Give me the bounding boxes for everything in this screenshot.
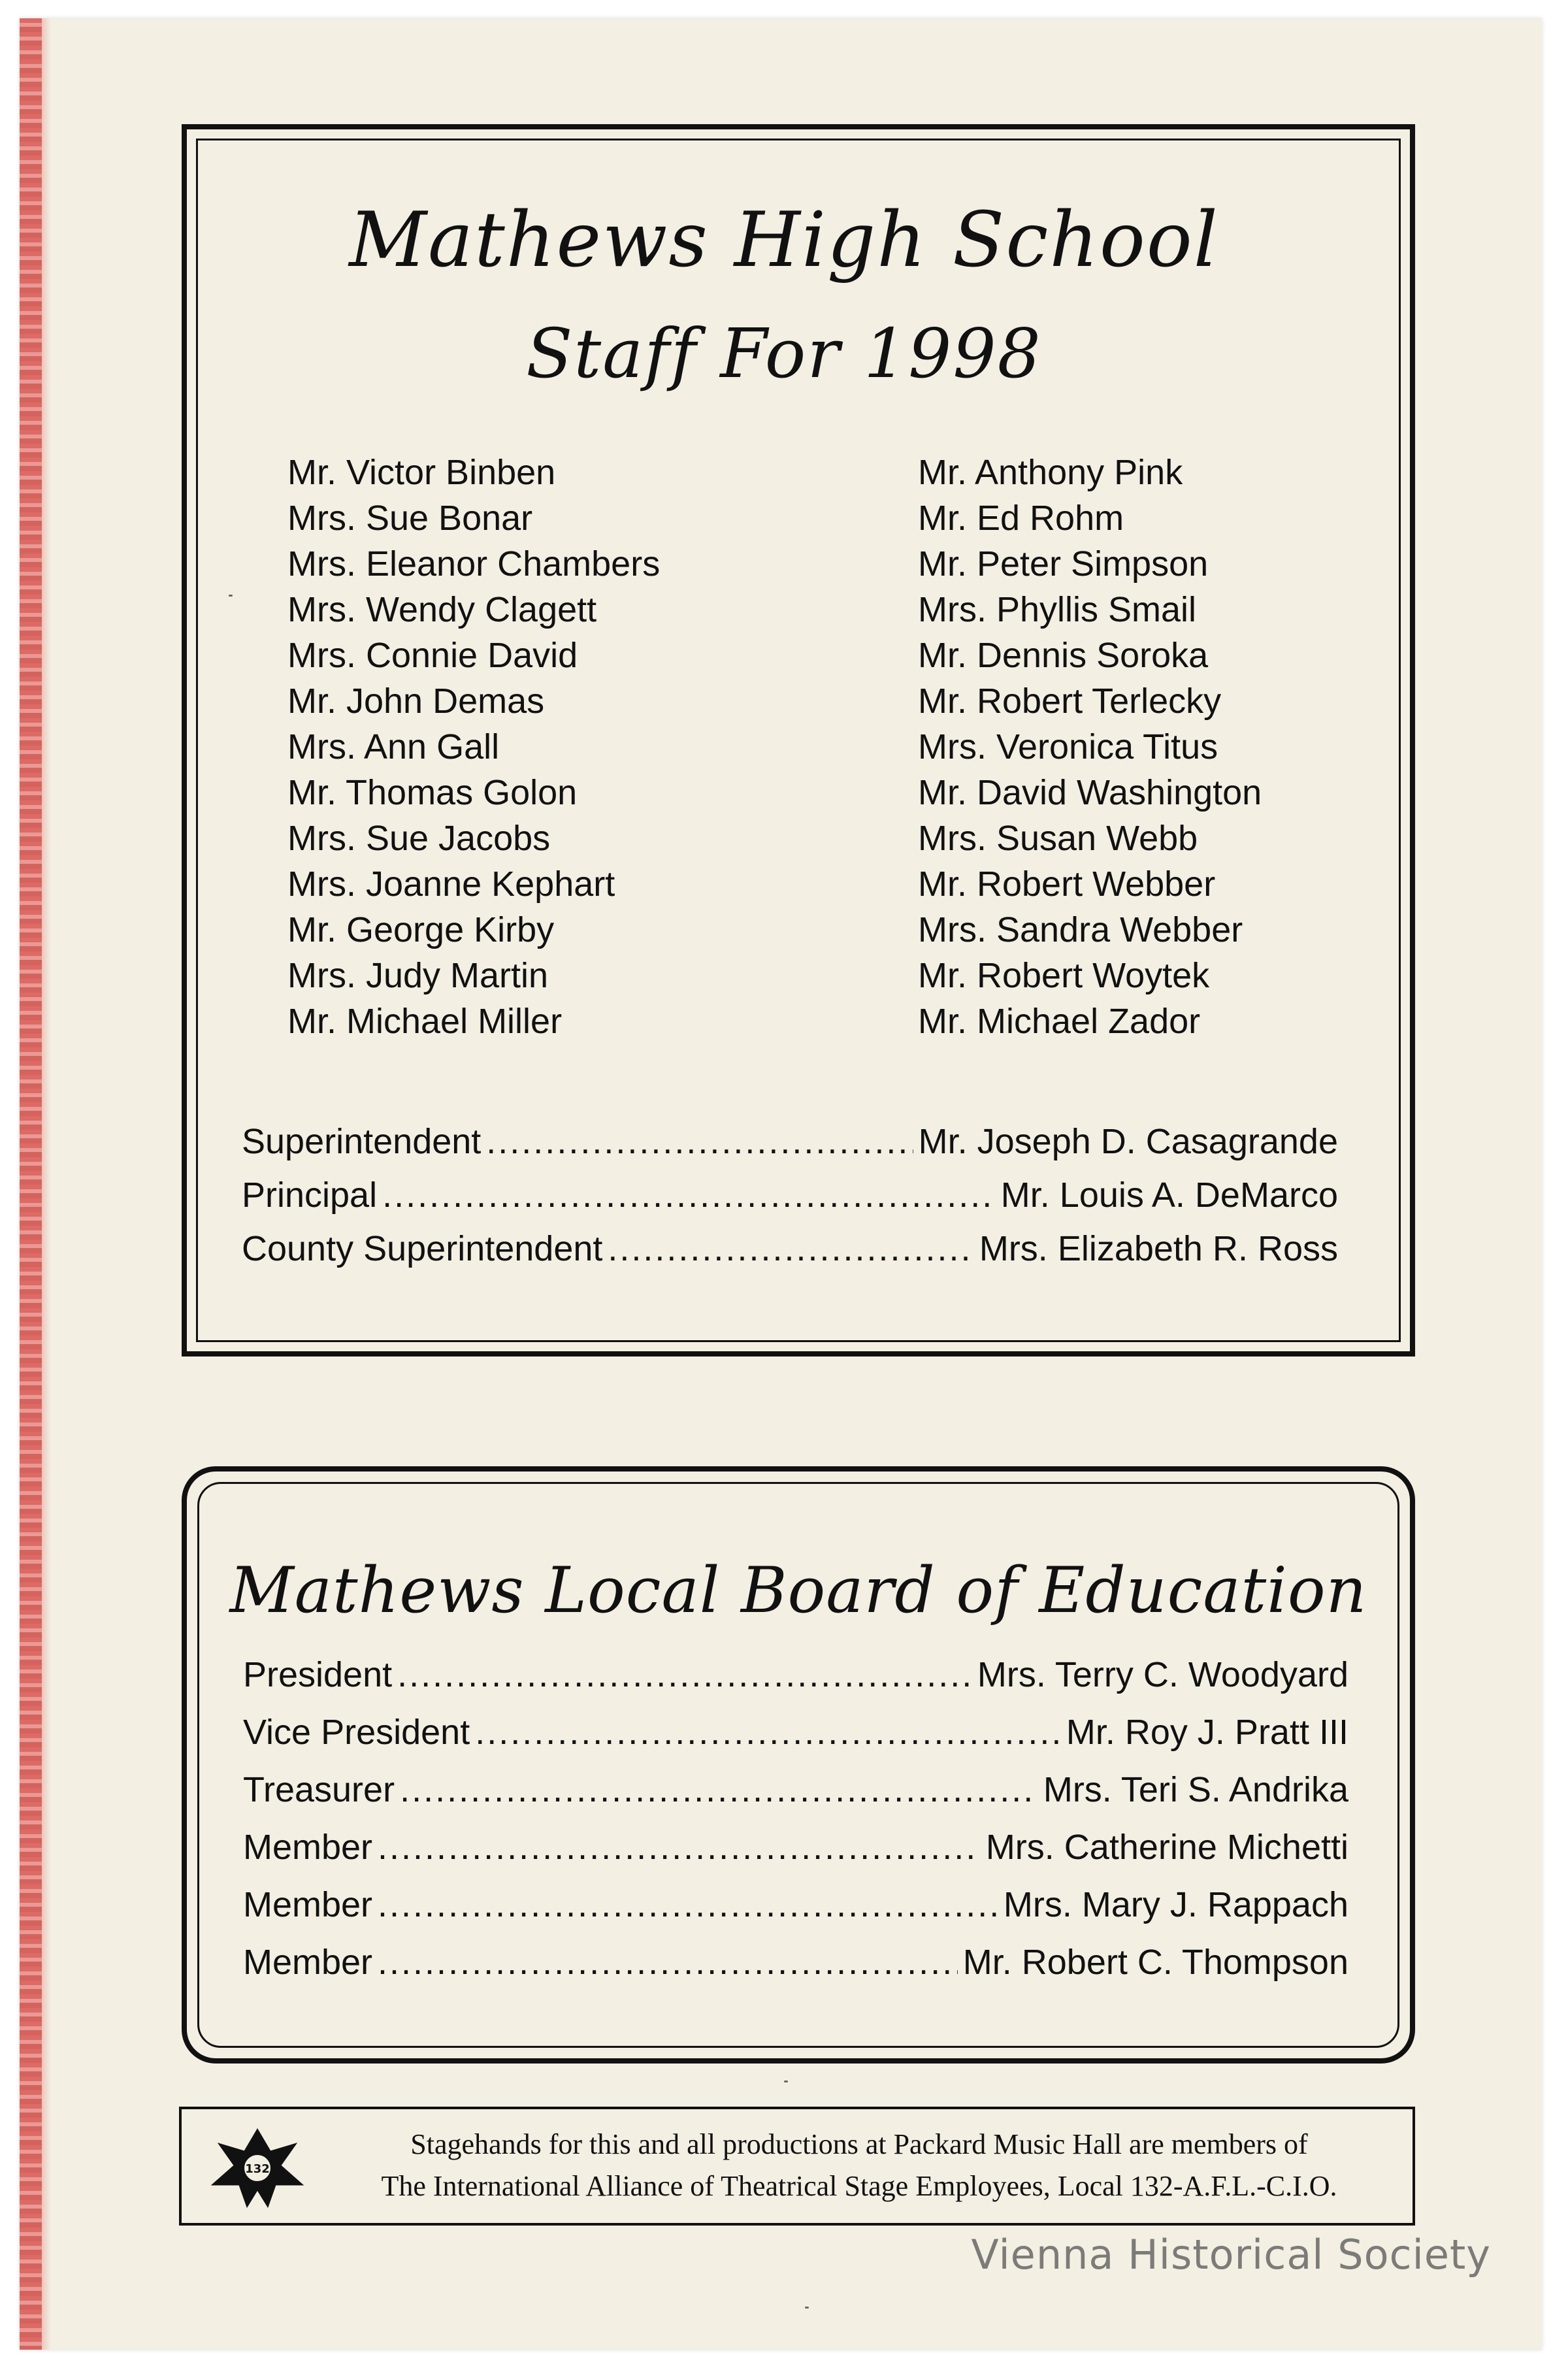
staff-name: Mr. Thomas Golon bbox=[287, 773, 578, 812]
logo-number: 132 bbox=[245, 2162, 270, 2176]
dot-leader bbox=[608, 1228, 973, 1269]
staff-name: Mr. Dennis Soroka bbox=[918, 636, 1209, 675]
union-line1: Stagehands for this and all productions at Packard Music Hall are members of bbox=[410, 2128, 1308, 2160]
union-notice-text bbox=[327, 2124, 1392, 2207]
board-name: Mrs. Catherine Michetti bbox=[985, 1828, 1348, 1867]
staff-name: Mrs. Susan Webb bbox=[918, 819, 1198, 858]
staff-name: Mr. Robert Terlecky bbox=[918, 682, 1222, 721]
dot-leader bbox=[486, 1121, 913, 1162]
board-role: Member bbox=[243, 1885, 373, 1924]
staff-name: Mrs. Sue Bonar bbox=[287, 499, 533, 538]
dot-leader bbox=[378, 1942, 958, 1982]
board-name: Mr. Roy J. Pratt III bbox=[1066, 1713, 1348, 1752]
staff-name: Mr. Ed Rohm bbox=[918, 499, 1124, 538]
board-row bbox=[243, 1654, 1348, 1712]
staff-name: Mrs. Joanne Kephart bbox=[287, 864, 615, 904]
board-role: Treasurer bbox=[243, 1770, 395, 1809]
board-title: Mathews Local Board of Education bbox=[229, 1554, 1367, 1627]
staff-name: Mr. Michael Zador bbox=[918, 1002, 1201, 1041]
administration-list bbox=[242, 1121, 1338, 1282]
admin-role: Superintendent bbox=[242, 1122, 482, 1161]
admin-role: Principal bbox=[242, 1176, 378, 1215]
dot-leader bbox=[397, 1654, 972, 1695]
staff-name: Mrs. Eleanor Chambers bbox=[287, 544, 661, 584]
staff-name: Mrs. Phyllis Smail bbox=[918, 590, 1197, 629]
staff-name: Mrs. Sue Jacobs bbox=[287, 819, 551, 858]
board-role: Member bbox=[243, 1828, 373, 1867]
board-role: President bbox=[243, 1655, 393, 1694]
staff-name: Mrs. Sandra Webber bbox=[918, 910, 1243, 949]
staff-name: Mr. Anthony Pink bbox=[918, 453, 1183, 492]
board-name: Mr. Robert C. Thompson bbox=[962, 1943, 1348, 1982]
board-name: Mrs. Teri S. Andrika bbox=[1043, 1770, 1348, 1809]
staff-name: Mrs. Wendy Clagett bbox=[287, 590, 597, 629]
staff-name: Mr. Peter Simpson bbox=[918, 544, 1209, 584]
union-line2: The International Alliance of Theatrical Stage Employees, Local 132-A.F.L.-C.I.O. bbox=[381, 2170, 1337, 2202]
staff-name: Mrs. Ann Gall bbox=[287, 727, 500, 766]
staff-list-right bbox=[918, 450, 1262, 1044]
admin-role: County Superintendent bbox=[242, 1229, 603, 1268]
board-row bbox=[243, 1884, 1348, 1942]
board-row bbox=[243, 1827, 1348, 1884]
board-name: Mrs. Terry C. Woodyard bbox=[977, 1655, 1348, 1694]
staff-name: Mr. John Demas bbox=[287, 682, 545, 721]
staff-title-line1: Mathews High School bbox=[349, 196, 1219, 284]
staff-name: Mrs. Connie David bbox=[287, 636, 578, 675]
staff-name: Mrs. Veronica Titus bbox=[918, 727, 1218, 766]
board-row bbox=[243, 1769, 1348, 1827]
admin-row bbox=[242, 1121, 1338, 1175]
staff-name: Mr. Robert Webber bbox=[918, 864, 1216, 904]
admin-name: Mrs. Elizabeth R. Ross bbox=[979, 1229, 1338, 1268]
staff-name: Mr. David Washington bbox=[918, 773, 1262, 812]
admin-row bbox=[242, 1228, 1338, 1282]
dot-leader bbox=[400, 1769, 1038, 1810]
board-role: Member bbox=[243, 1943, 373, 1982]
dot-leader bbox=[475, 1712, 1061, 1752]
staff-name: Mr. George Kirby bbox=[287, 910, 555, 949]
staff-name: Mr. Victor Binben bbox=[287, 453, 556, 492]
dot-leader bbox=[378, 1827, 981, 1867]
board-name: Mrs. Mary J. Rappach bbox=[1003, 1885, 1348, 1924]
board-role: Vice President bbox=[243, 1713, 470, 1752]
iatse-logo-icon bbox=[205, 2125, 310, 2210]
admin-name: Mr. Joseph D. Casagrande bbox=[918, 1122, 1338, 1161]
watermark: Vienna Historical Society bbox=[971, 2231, 1491, 2278]
board-member-list bbox=[243, 1654, 1348, 1999]
admin-row bbox=[242, 1175, 1338, 1228]
dot-leader bbox=[378, 1884, 998, 1925]
staff-list-left bbox=[287, 450, 660, 1044]
dot-leader bbox=[382, 1175, 996, 1215]
staff-name: Mr. Robert Woytek bbox=[918, 956, 1210, 995]
board-row bbox=[243, 1712, 1348, 1769]
staff-name: Mr. Michael Miller bbox=[287, 1002, 563, 1041]
board-row bbox=[243, 1942, 1348, 1999]
staff-title-line2: Staff For 1998 bbox=[526, 314, 1042, 393]
staff-name: Mrs. Judy Martin bbox=[287, 956, 549, 995]
admin-name: Mr. Louis A. DeMarco bbox=[1000, 1176, 1338, 1215]
